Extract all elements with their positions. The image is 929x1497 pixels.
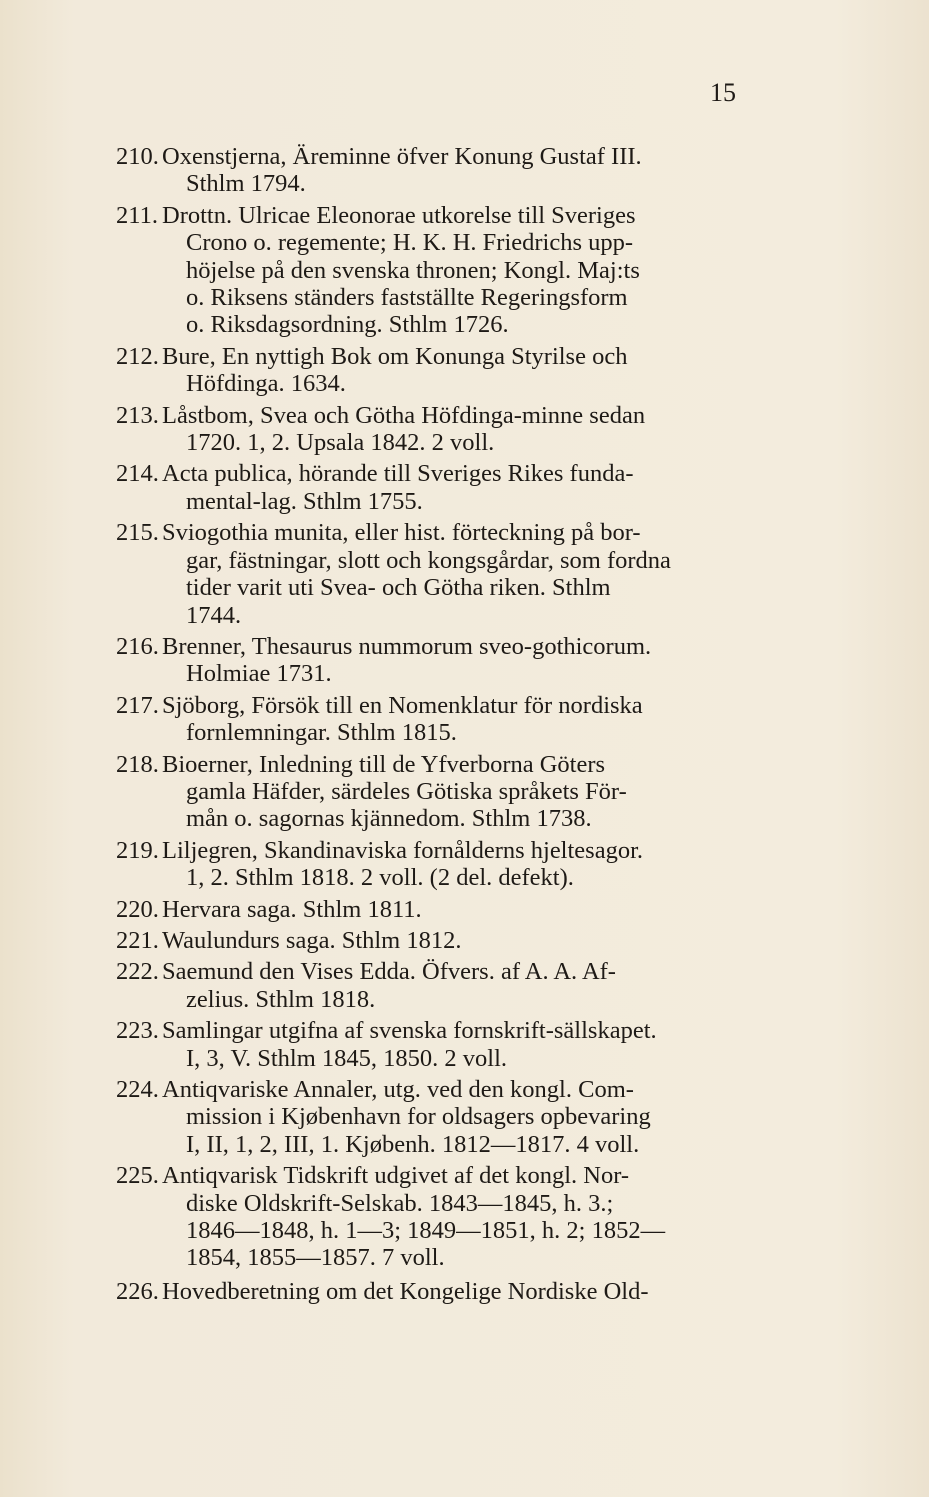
entry-line: Bioerner, Inledning till de Yfverborna Göters	[162, 750, 606, 778]
entry-number: 213.	[116, 401, 159, 429]
catalog-entry	[116, 692, 776, 747]
entry-number: 211.	[116, 201, 158, 229]
entry-text	[162, 143, 776, 198]
entry-text	[162, 202, 776, 339]
entry-number: 221.	[116, 926, 159, 954]
entry-line: Liljegren, Skandinaviska fornålderns hjeltesagor.	[162, 836, 644, 864]
entry-number: 219.	[116, 836, 159, 864]
entry-number: 225.	[116, 1162, 159, 1190]
catalog-entry	[116, 343, 776, 398]
entry-line: 1744.	[186, 601, 242, 629]
entry-line: Höfdinga. 1634.	[186, 370, 346, 398]
page-number: 15	[710, 78, 736, 107]
entry-text	[162, 519, 776, 629]
entry-line: I, II, 1, 2, III, 1. Kjøbenh. 1812—1817. 4 voll.	[186, 1130, 640, 1158]
entry-line: Låstbom, Svea och Götha Höfdinga-minne sedan	[162, 401, 646, 429]
entry-text	[162, 927, 776, 954]
entry-line: gar, fästningar, slott och kongsgårdar, som fordna	[186, 546, 671, 574]
entry-text	[162, 751, 776, 833]
entry-text	[162, 958, 776, 1013]
entry-line: Antiqvariske Annaler, utg. ved den kongl. Com-	[162, 1076, 634, 1103]
catalog-entry	[116, 1017, 776, 1072]
entry-text	[162, 692, 776, 747]
catalog-entry	[116, 751, 776, 833]
entry-line: Crono o. regemente; H. K. H. Friedrichs upp-	[186, 229, 634, 257]
entry-line: Oxenstjerna, Äreminne öfver Konung Gustaf III.	[162, 143, 642, 170]
catalog-entry	[116, 1076, 776, 1158]
entry-line: Holmiae 1731.	[186, 660, 332, 688]
entry-line: o. Riksens ständers fastställte Regeringsform	[186, 284, 628, 312]
entry-line: Brenner, Thesaurus nummorum sveo-gothicorum.	[162, 632, 652, 660]
entry-line: zelius. Sthlm 1818.	[186, 985, 376, 1013]
catalog-entry	[116, 837, 776, 892]
catalog-entry	[116, 202, 776, 339]
entry-number: 218.	[116, 750, 159, 778]
entry-line: Hovedberetning om det Kongelige Nordiske Old-	[162, 1277, 649, 1305]
entry-line: Sviogothia munita, eller hist. förteckning på bor-	[162, 519, 641, 547]
entry-text	[162, 633, 776, 688]
entry-line: mental-lag. Sthlm 1755.	[186, 487, 423, 515]
catalog-entry	[116, 1278, 776, 1305]
catalog-entry	[116, 633, 776, 688]
entry-line: diske Oldskrift-Selskab. 1843—1845, h. 3.;	[186, 1189, 614, 1217]
entry-line: fornlemningar. Sthlm 1815.	[186, 719, 457, 747]
entry-text	[162, 1017, 776, 1072]
entry-line: Bure, En nyttigh Bok om Konunga Styrilse och	[162, 342, 628, 370]
entry-line: 1, 2. Sthlm 1818. 2 voll. (2 del. defekt).	[186, 864, 574, 892]
entry-line: o. Riksdagsordning. Sthlm 1726.	[186, 311, 509, 339]
entry-text	[162, 460, 776, 515]
entry-number: 215.	[116, 519, 159, 547]
entry-line: mission i Kjøbenhavn for oldsagers opbevaring	[186, 1103, 651, 1131]
catalog-entry	[116, 143, 776, 198]
entry-text	[162, 343, 776, 398]
entry-number: 214.	[116, 460, 159, 488]
entry-number: 223.	[116, 1017, 159, 1045]
entry-line: Acta publica, hörande till Sveriges Rikes funda-	[162, 460, 634, 488]
entry-line: Sthlm 1794.	[186, 170, 306, 198]
entry-line: mån o. sagornas kjännedom. Sthlm 1738.	[186, 805, 592, 833]
entry-line: I, 3, V. Sthlm 1845, 1850. 2 voll.	[186, 1044, 508, 1072]
entry-line: Antiqvarisk Tidskrift udgivet af det kongl. Nor-	[162, 1162, 630, 1190]
entry-text	[162, 402, 776, 457]
entry-line: Waulundurs saga. Sthlm 1812.	[162, 926, 462, 954]
catalog-entry	[116, 460, 776, 515]
entry-number: 217.	[116, 691, 159, 719]
entry-line: Sjöborg, Försök till en Nomenklatur för nordiska	[162, 691, 643, 719]
entry-line: Saemund den Vises Edda. Öfvers. af A. A. Af-	[162, 958, 616, 986]
entry-line: tider varit uti Svea- och Götha riken. Sthlm	[186, 574, 611, 602]
catalog-entry	[116, 402, 776, 457]
entry-number: 220.	[116, 895, 159, 923]
entry-number: 226.	[116, 1277, 159, 1305]
catalog-entry	[116, 1162, 776, 1272]
entry-text	[162, 837, 776, 892]
entry-text	[162, 896, 776, 923]
entry-line: Drottn. Ulricae Eleonorae utkorelse till Sveriges	[162, 201, 636, 229]
entry-number: 222.	[116, 958, 159, 986]
entry-text	[162, 1076, 776, 1158]
catalog-entry	[116, 896, 776, 923]
entry-line: Hervara saga. Sthlm 1811.	[162, 895, 422, 923]
entry-line: 1854, 1855—1857. 7 voll.	[186, 1244, 445, 1272]
entry-line: 1846—1848, h. 1—3; 1849—1851, h. 2; 1852—	[186, 1217, 666, 1245]
entry-line: 1720. 1, 2. Upsala 1842. 2 voll.	[186, 429, 495, 457]
entry-line: gamla Häfder, särdeles Götiska språkets För-	[186, 777, 627, 805]
entry-line: Samlingar utgifna af svenska fornskrift-sällskapet.	[162, 1017, 657, 1045]
entry-number: 216.	[116, 632, 159, 660]
catalog-entry	[116, 958, 776, 1013]
entry-number: 212.	[116, 342, 159, 370]
catalog-entry	[116, 927, 776, 954]
entry-number: 224.	[116, 1076, 159, 1103]
entry-text	[162, 1162, 776, 1272]
entry-text	[162, 1278, 776, 1305]
entry-line: höjelse på den svenska thronen; Kongl. Maj:ts	[186, 256, 640, 284]
catalog-entry	[116, 519, 776, 629]
entry-number: 210.	[116, 143, 159, 170]
catalog-entries	[116, 143, 776, 1309]
